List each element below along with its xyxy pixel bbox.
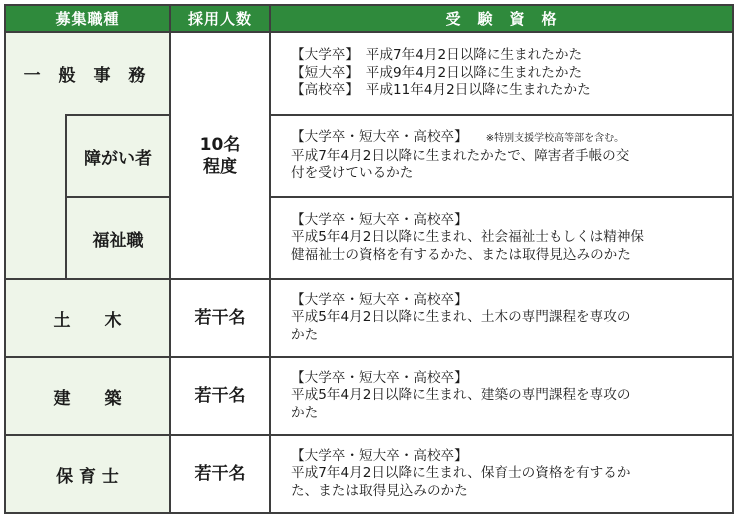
count-general-line2: 程度	[203, 156, 238, 177]
job-disabled	[66, 115, 170, 197]
table-row-welfare	[5, 197, 733, 279]
qual-welfare-heading: 【大学卒・短大卒・高校卒】	[291, 211, 468, 228]
qual-disabled-line: 付を受けているかた	[291, 165, 414, 182]
count-general-line1: 10名	[199, 134, 241, 155]
qual-civil	[270, 279, 733, 357]
table-row-general	[5, 32, 733, 115]
count-childcare: 若干名	[170, 435, 270, 513]
job-childcare-label: 保 育 士	[56, 466, 119, 487]
qual-welfare-line: 平成5年4月2日以降に生まれ、社会福祉士もしくは精神保	[291, 229, 645, 246]
general-sub-spacer	[5, 115, 66, 279]
qual-civil-heading: 【大学卒・短大卒・高校卒】	[291, 291, 468, 308]
job-disabled-label: 障がい者	[84, 148, 152, 169]
job-architecture-label: 建 築	[53, 388, 122, 409]
header-hiring-count: 採用人数	[170, 5, 270, 32]
qual-welfare	[270, 197, 733, 279]
job-general-label: 一 般 事 務	[23, 66, 152, 86]
qual-childcare-line: た、または取得見込みのかた	[291, 482, 468, 499]
table-row-civil	[5, 279, 733, 357]
qual-architecture-heading: 【大学卒・短大卒・高校卒】	[291, 369, 468, 386]
qual-disabled-heading: 【大学卒・短大卒・高校卒】	[291, 129, 468, 146]
recruitment-table	[4, 4, 734, 514]
header-row	[5, 5, 733, 32]
table-row-disabled	[5, 115, 733, 197]
qual-welfare-line: 健福祉士の資格を有するかた、または取得見込みのかた	[291, 246, 631, 263]
job-architecture	[5, 357, 170, 435]
qual-childcare-line: 平成7年4月2日以降に生まれ、保育士の資格を有するか	[291, 465, 631, 482]
table-row-childcare	[5, 435, 733, 513]
job-civil-label: 土 木	[53, 310, 122, 331]
qual-civil-line: かた	[291, 326, 319, 343]
qual-childcare	[270, 435, 733, 513]
qual-disabled-note: ※特別支援学校高等部を含む。	[485, 133, 625, 145]
qual-architecture-line: 平成5年4月2日以降に生まれ、建築の専門課程を専攻の	[291, 387, 631, 404]
qual-civil-line: 平成5年4月2日以降に生まれ、土木の専門課程を専攻の	[291, 309, 631, 326]
qual-childcare-heading: 【大学卒・短大卒・高校卒】	[291, 447, 468, 464]
count-architecture: 若干名	[170, 357, 270, 435]
qual-disabled	[270, 115, 733, 197]
qual-architecture	[270, 357, 733, 435]
qual-general	[270, 32, 733, 115]
job-civil	[5, 279, 170, 357]
job-childcare	[5, 435, 170, 513]
qual-disabled-line: 平成7年4月2日以降に生まれたかたで、障害者手帳の交	[291, 147, 630, 164]
header-job-type: 募集職種	[5, 5, 170, 32]
qual-general-line: 【短大卒】 平成9年4月2日以降に生まれたかた	[291, 64, 583, 81]
qual-architecture-line: かた	[291, 404, 319, 421]
job-welfare	[66, 197, 170, 279]
header-qualification: 受 験 資 格	[270, 5, 733, 32]
count-general	[170, 32, 270, 279]
job-general	[5, 32, 170, 115]
qual-general-line: 【高校卒】 平成11年4月2日以降に生まれたかた	[291, 82, 591, 99]
qual-general-line: 【大学卒】 平成7年4月2日以降に生まれたかた	[291, 47, 583, 64]
count-civil: 若干名	[170, 279, 270, 357]
job-welfare-label: 福祉職	[92, 230, 144, 251]
table-row-architecture	[5, 357, 733, 435]
